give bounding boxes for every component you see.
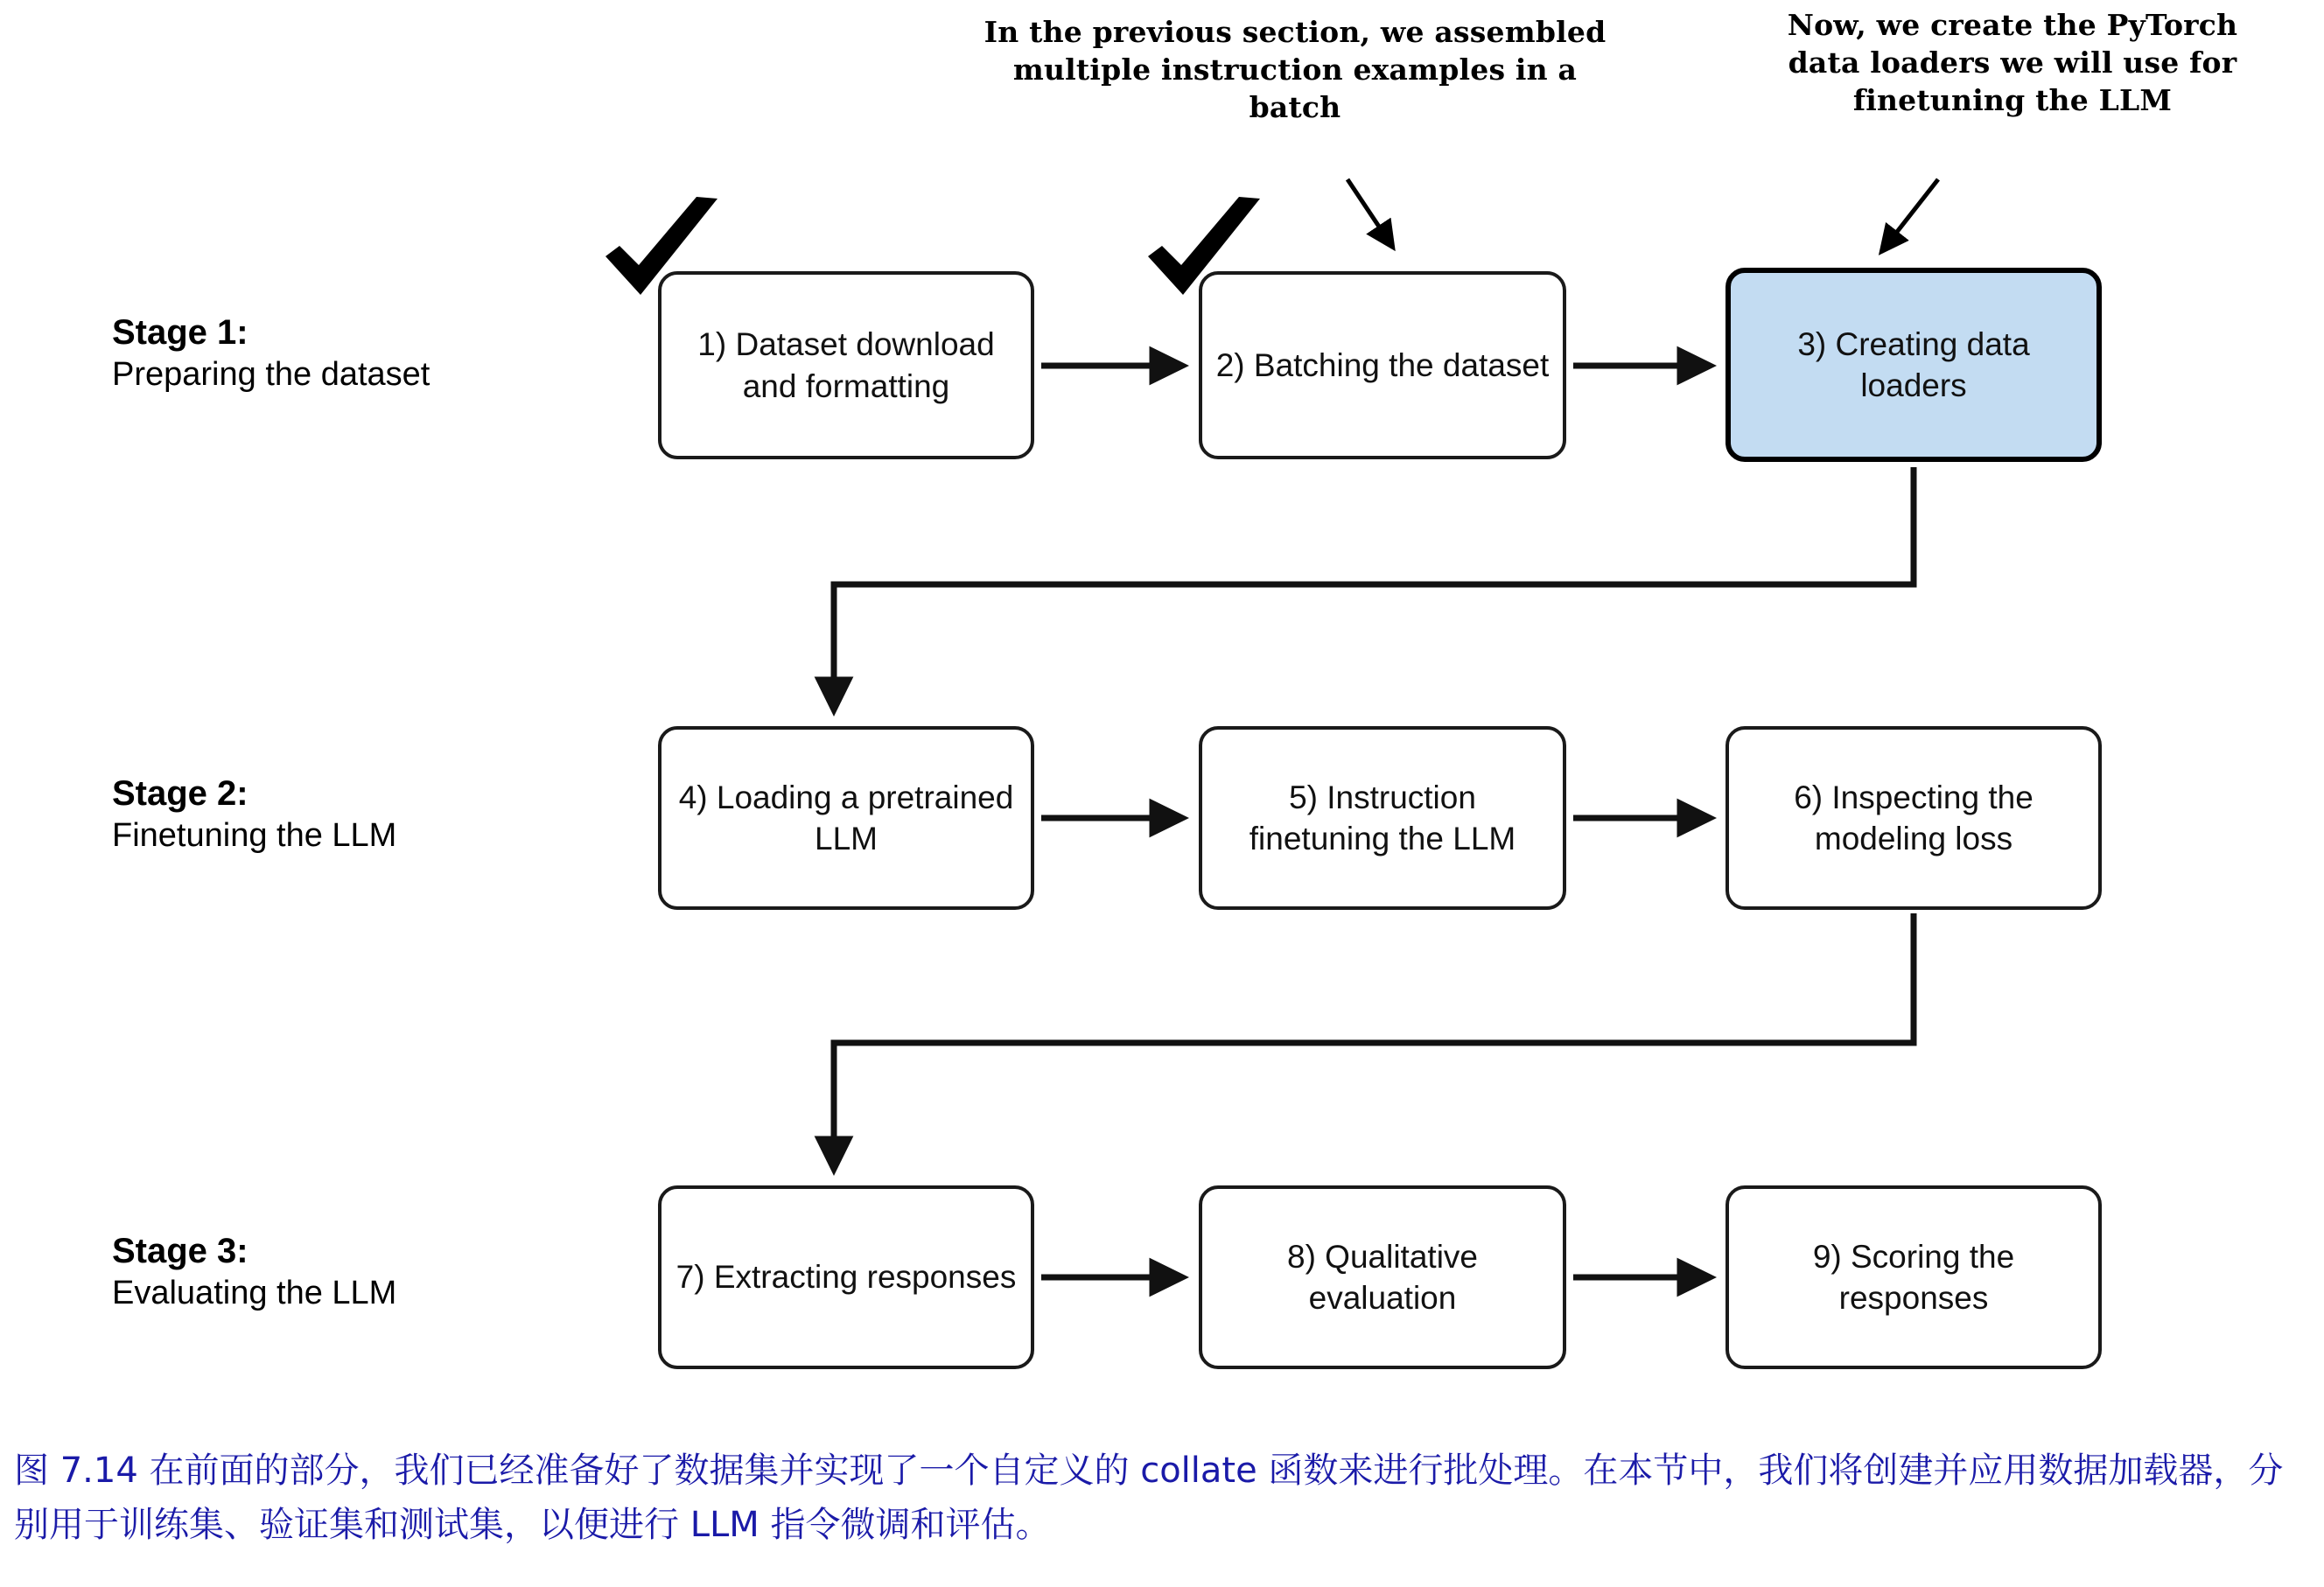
flow-node-batching-dataset[interactable] (1199, 271, 1566, 459)
flow-node-label: 2) Batching the dataset (1215, 346, 1550, 383)
stage-1-subtitle: Preparing the dataset (112, 356, 430, 393)
flow-node-label: 9) Scoring the responses (1812, 1238, 2015, 1316)
stage-3-subtitle: Evaluating the LLM (112, 1275, 397, 1311)
flow-node-label: 7) Extracting responses (676, 1259, 1017, 1296)
flow-node-qualitative-evaluation[interactable] (1199, 1185, 1566, 1369)
stage-2-label (112, 772, 602, 857)
stage-3-label (112, 1229, 602, 1315)
stage-1-title: Stage 1: (112, 313, 248, 352)
flow-node-scoring-responses[interactable] (1726, 1185, 2102, 1369)
flow-node-extracting-responses[interactable] (658, 1185, 1034, 1369)
flow-node-label: 1) Dataset download and formatting (697, 326, 995, 404)
stage-2-subtitle: Finetuning the LLM (112, 817, 397, 854)
flow-node-label: 4) Loading a pretrained LLM (678, 779, 1014, 856)
flow-node-dataset-download[interactable] (658, 271, 1034, 459)
flow-node-label: 3) Creating data loaders (1797, 325, 2030, 403)
figure-caption: 图 7.14 在前面的部分，我们已经准备好了数据集并实现了一个自定义的 collate 函数来进行批处理。在本节中，我们将创建并应用数据加载器，分别用于训练集、验证集和测试集，以便进行 LLM 指令微调和评估。 (14, 1451, 2284, 1545)
flow-node-label: 5) Instruction finetuning the LLM (1249, 779, 1516, 856)
annotation-data-loaders: Now, we create the PyTorch data loaders we will use for finetuning the LLM (1787, 8, 2238, 117)
flow-node-inspecting-modeling-loss[interactable] (1726, 726, 2102, 910)
flow-node-creating-data-loaders[interactable] (1726, 268, 2102, 462)
stage-1-label (112, 311, 602, 396)
flow-node-label: 8) Qualitative evaluation (1287, 1238, 1478, 1316)
annotation-batching: In the previous section, we assembled multiple instruction examples in a batch (984, 15, 1606, 124)
flow-node-label: 6) Inspecting the modeling loss (1794, 779, 2034, 856)
stage-3-title: Stage 3: (112, 1232, 248, 1270)
stage-2-title: Stage 2: (112, 774, 248, 813)
flow-node-instruction-finetuning[interactable] (1199, 726, 1566, 910)
flow-node-loading-pretrained-llm[interactable] (658, 726, 1034, 910)
